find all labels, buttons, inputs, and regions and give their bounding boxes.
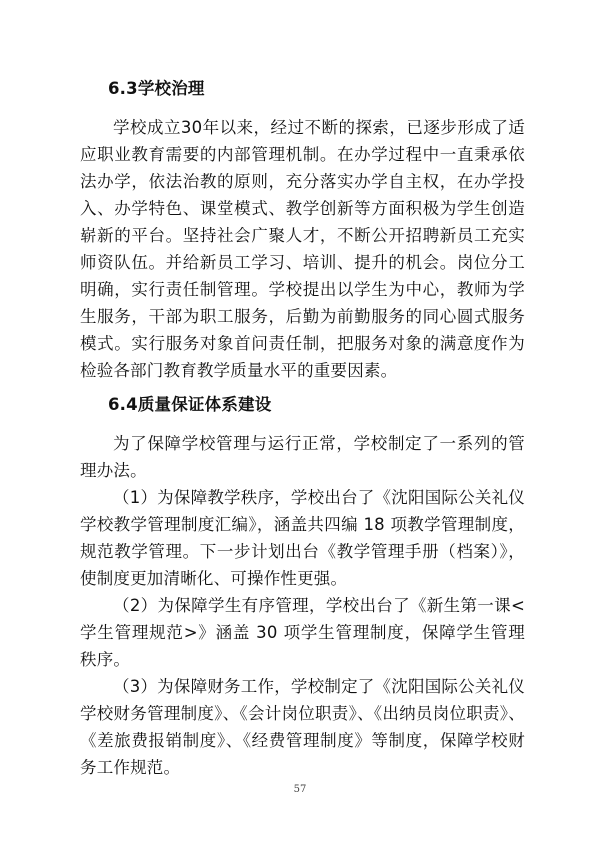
section-heading-school-governance: 6.3学校治理 [108, 79, 205, 98]
page-content [80, 76, 525, 781]
list-item-student-management: （2）为保障学生有序管理，学校出台了《新生第一课<学生管理规范>》涵盖 30 项学生管理制度，保障学生管理秩序。 [80, 596, 525, 669]
page-number: 57 [293, 784, 307, 795]
section-gap [80, 384, 525, 392]
list-item-finance-work: （3）为保障财务工作，学校制定了《沈阳国际公关礼仪学校财务管理制度》、《会计岗位职责》、《出纳员岗位职责》、《差旅费报销制度》、《经费管理制度》等制度，保障学校财务工作规范。 [80, 677, 525, 777]
list-item-teaching-order: （1）为保障教学秩序，学校出台了《沈阳国际公关礼仪学校教学管理制度汇编》，涵盖共四编 18 项教学管理制度，规范教学管理。下一步计划出台《教学管理手册（档案）》，使制度更加清晰化、可操作性更强。 [80, 488, 525, 588]
paragraph-school-governance: 学校成立30年以来，经过不断的探索，已逐步形成了适应职业教育需要的内部管理机制。在办学过程中一直秉承依法办学，依法治教的原则，充分落实办学自主权，在办学投入、办学特色、课堂模式、教学创新等方面积极为学生创造崭新的平台。坚持社会广聚人才，不断公开招聘新员工充实师资队伍。并给新员工学习、培训、提升的机会。岗位分工明确，实行责任制管理。学校提出以学生为中心，教师为学生服务，干部为职工服务，后勤为前勤服务的同心圆式服务模式。实行服务对象首问责任制，把服务对象的满意度作为检验各部门教育教学质量水平的重要因素。 [80, 118, 525, 380]
paragraph-quality-intro: 为了保障学校管理与运行正常，学校制定了一系列的管理办法。 [80, 434, 525, 480]
section-heading-quality-assurance: 6.4质量保证体系建设 [108, 395, 272, 414]
